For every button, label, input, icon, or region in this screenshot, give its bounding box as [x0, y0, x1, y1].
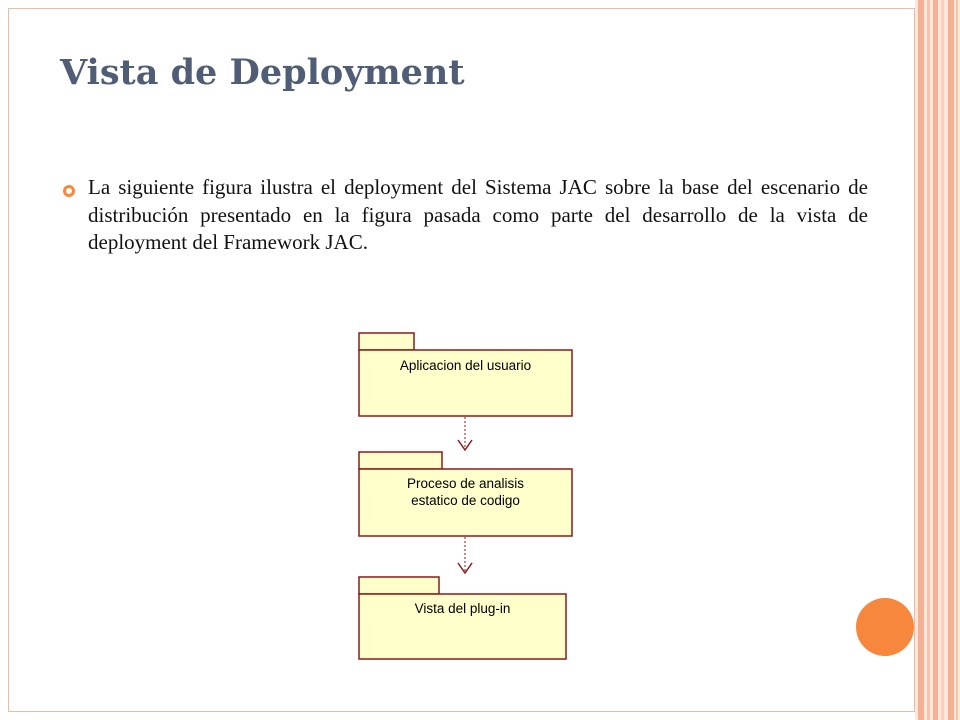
package-vista-del-plug-in [359, 577, 566, 659]
orange-circle-decoration [856, 598, 914, 656]
package-tab [359, 577, 439, 594]
body-paragraph: La siguiente figura ilustra el deployment del Sistema JAC sobre la base del escenario de distribución presentado en la figura pasada como parte del desarrollo de la vista de deployment del Framework JAC. [88, 175, 868, 254]
package-tab [359, 452, 442, 469]
package-label: Aplicacion del usuario [399, 358, 532, 373]
dependency-arrow [458, 417, 472, 450]
package-aplicacion-del-usuario [359, 333, 572, 416]
package-label-line-2: estatico de codigo [411, 493, 520, 508]
package-tab [359, 333, 414, 350]
package-label: Vista del plug-in [414, 601, 511, 616]
package-label-line-1: Proceso de analisis [406, 476, 525, 491]
dependency-arrow [458, 537, 472, 573]
slide-title: Vista de Deployment [60, 52, 465, 93]
package-proceso-de-analisis [359, 452, 572, 536]
